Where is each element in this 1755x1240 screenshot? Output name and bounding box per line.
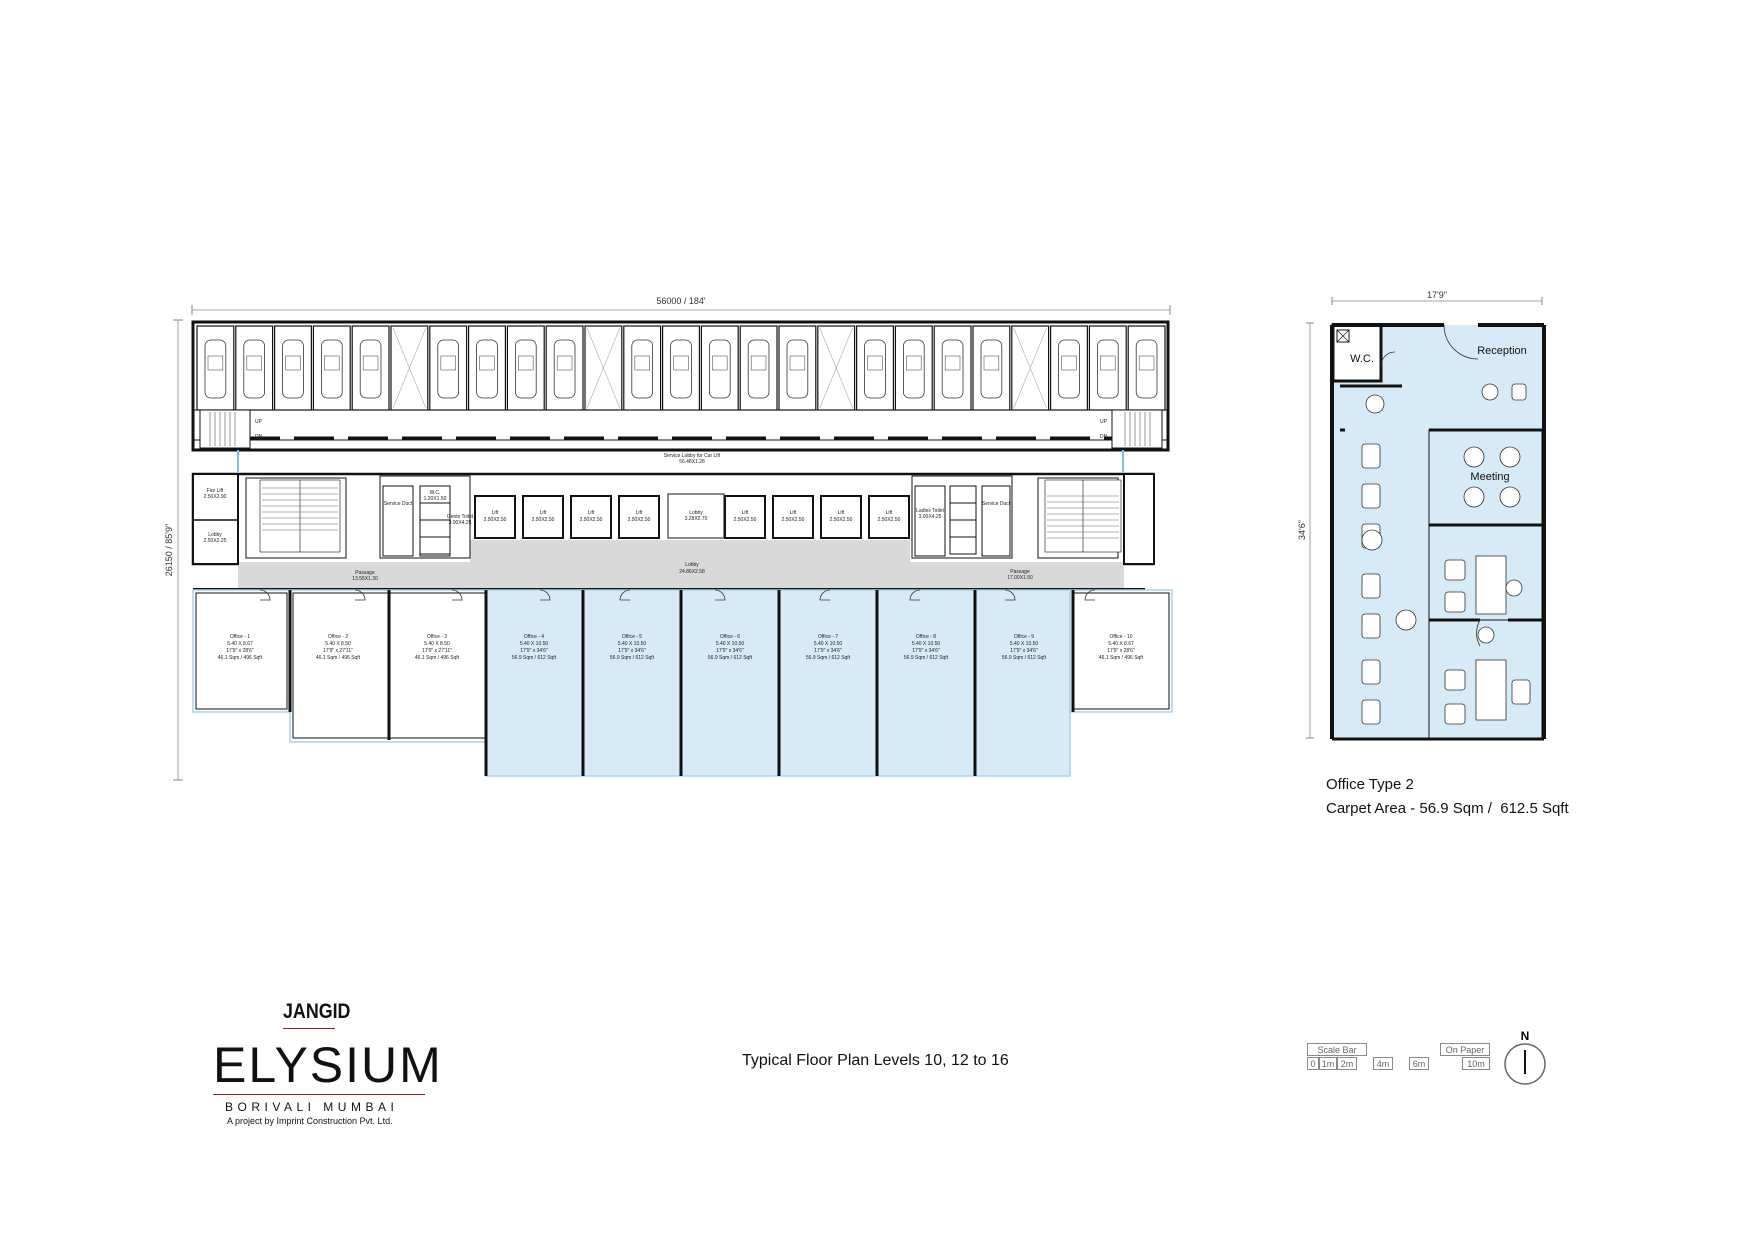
lift-dim: 2.50X2.50 (531, 517, 555, 523)
wc-dim: 1.20X1.50 (423, 496, 447, 502)
office-2-area: 46.1 Sqm / 496 Sqft (315, 655, 361, 661)
lift-dim: 2.50X2.50 (781, 517, 805, 523)
office-10-dim: 5.40 X 8.67 (1108, 641, 1134, 647)
unit-width-dim: 17'9" (1427, 290, 1447, 300)
lift-label: Lift (789, 510, 797, 516)
lift-label: Lift (587, 510, 595, 516)
core-stair-right (1045, 480, 1121, 552)
scale-tick: 10m (1462, 1057, 1490, 1070)
scale-bar (1307, 1043, 1492, 1079)
ladies-toilet-dim: 3.00X4.25 (918, 514, 942, 520)
lift-dim: 2.50X2.50 (877, 517, 901, 523)
office-7-name: Office - 7 (817, 634, 839, 640)
passage-right-label: Passage (1010, 569, 1030, 575)
lift-dim: 2.50X2.50 (733, 517, 757, 523)
service-duct-right-label: Service Duct (981, 501, 1011, 507)
office-4-dim: 5.40 X 10.50 (519, 641, 549, 647)
scale-on-paper-label: On Paper (1440, 1043, 1490, 1056)
up-label-left: UP (255, 419, 262, 425)
gents-toilet-dim: 3.00X4.25 (448, 520, 472, 526)
overall-width-dimension (192, 296, 1170, 315)
dn-label-right: DN (1100, 434, 1108, 440)
room-reception-label: Reception (1477, 345, 1527, 357)
office-2-dim: 5.40 X 8.50 (325, 641, 351, 647)
overall-height-dimension (164, 320, 183, 780)
office-6-imperial: 17'9" x 34'6" (716, 648, 744, 654)
office-9-imperial: 17'9" x 34'6" (1010, 648, 1038, 654)
office-5-name: Office - 5 (621, 634, 643, 640)
scale-bar-label: Scale Bar (1307, 1043, 1367, 1056)
lobby-small-label: Lobby (689, 510, 703, 516)
project-tagline: A project by Imprint Construction Pvt. Ltd. (227, 1116, 393, 1126)
office-3-area: 46.1 Sqm / 496 Sqft (414, 655, 460, 661)
room-meeting-label: Meeting (1470, 471, 1510, 483)
service-lobby-label-1: Service Lobby for Car Lift (663, 453, 721, 459)
ladies-toilet-label: Ladies Toilet (916, 508, 944, 514)
office-3-imperial: 17'9" x 27'11" (422, 648, 452, 654)
office-10-name: Office - 10 (1109, 634, 1133, 640)
office-6-name: Office - 6 (719, 634, 741, 640)
lift-lobby-small (668, 494, 724, 538)
logo-rule-bottom (213, 1094, 425, 1095)
office-10-imperial: 17'9" x 28'6" (1107, 648, 1135, 654)
scale-tick: 6m (1409, 1057, 1429, 1070)
scale-tick: 0 (1307, 1057, 1319, 1070)
office-8-name: Office - 8 (915, 634, 937, 640)
office-1-name: Office - 1 (229, 634, 251, 640)
scale-tick: 2m (1337, 1057, 1357, 1070)
office-8-area: 56.9 Sqm / 612 Sqft (903, 655, 949, 661)
lift-label: Lift (885, 510, 893, 516)
office-type-label: Office Type 2 (1326, 776, 1414, 793)
dn-label-left: DN (255, 434, 263, 440)
office-2-name: Office - 2 (327, 634, 349, 640)
room-wc-label: W.C. (1350, 353, 1374, 365)
office-4-imperial: 17'9" x 34'6" (520, 648, 548, 654)
office-4-name: Office - 4 (523, 634, 545, 640)
north-label: N (1520, 1029, 1530, 1043)
office-10-area: 46.1 Sqm / 496 Sqft (1098, 655, 1144, 661)
project-logo (205, 1000, 443, 1130)
office-8-imperial: 17'9" x 34'6" (912, 648, 940, 654)
passage-left-label: Passage (355, 570, 375, 576)
unit-plan (1297, 290, 1544, 739)
lift-label: Lift (491, 510, 499, 516)
project-location: BORIVALI MUMBAI (225, 1100, 399, 1114)
office-9-dim: 5.40 X 10.50 (1009, 641, 1039, 647)
office-9-area: 56.9 Sqm / 612 Sqft (1001, 655, 1047, 661)
north-arrow (1505, 1029, 1545, 1084)
office-9-name: Office - 9 (1013, 634, 1035, 640)
office-6-area: 56.9 Sqm / 612 Sqft (707, 655, 753, 661)
office-7-dim: 5.40 X 10.50 (813, 641, 843, 647)
office-1-imperial: 17'9" x 28'6" (226, 648, 254, 654)
office-8-dim: 5.40 X 10.50 (911, 641, 941, 647)
passage-right-dim: 17.00X1.50 (1007, 575, 1033, 581)
passage-left-dim: 13.55X1.30 (352, 576, 378, 582)
office-3-name: Office - 3 (426, 634, 448, 640)
overall-height-label: 26150 / 85'9" (164, 523, 174, 577)
lift-label: Lift (635, 510, 643, 516)
service-lobby-dim-1: 56.48X1.28 (679, 459, 705, 465)
toilet-block-right (915, 486, 1011, 556)
lift-label: Lift (539, 510, 547, 516)
lift-dim: 2.50X2.50 (627, 517, 651, 523)
core-stair-left (260, 480, 340, 552)
office-5-dim: 5.40 X 10.50 (617, 641, 647, 647)
plan-title: Typical Floor Plan Levels 10, 12 to 16 (742, 1052, 1009, 1069)
scale-tick: 1m (1319, 1057, 1337, 1070)
logo-rule-top (283, 1028, 335, 1029)
brand-name: JANGID (283, 1000, 351, 1023)
lift-dim: 2.50X2.50 (829, 517, 853, 523)
lift-dim: 2.50X2.50 (579, 517, 603, 523)
project-name: ELYSIUM (213, 1037, 443, 1093)
service-duct-left-label: Service Duct (383, 501, 413, 507)
wc-label: W.C. (429, 490, 441, 496)
lobby-center-dim: 24.86X2.58 (679, 569, 705, 575)
office-6-dim: 5.40 X 10.50 (715, 641, 745, 647)
gents-toilet-label: Gents Toilet (446, 514, 474, 520)
office-1-dim: 5.40 X 8.67 (227, 641, 253, 647)
office-1-area: 46.1 Sqm / 496 Sqft (217, 655, 263, 661)
lift-label: Lift (741, 510, 749, 516)
scale-tick: 4m (1373, 1057, 1393, 1070)
office-5-area: 56.9 Sqm / 612 Sqft (609, 655, 655, 661)
carpet-area-label: Carpet Area - 56.9 Sqm / 612.5 Sqft (1326, 800, 1569, 817)
office-4-area: 56.9 Sqm / 612 Sqft (511, 655, 557, 661)
lift-dim: 2.50X2.50 (483, 517, 507, 523)
lobby-left-label: Lobby (208, 532, 222, 538)
office-2-imperial: 17'9" x 27'11" (323, 648, 353, 654)
fire-lift-label: Fire Lift (206, 488, 224, 494)
fire-lift-dim: 2.50X2.90 (203, 494, 227, 500)
lobby-small-dim: 3.28X2.70 (684, 516, 708, 522)
lift-label: Lift (837, 510, 845, 516)
office-5-imperial: 17'9" x 34'6" (618, 648, 646, 654)
overall-width-label: 56000 / 184' (656, 296, 706, 306)
up-label-right: UP (1100, 419, 1107, 425)
office-7-area: 56.9 Sqm / 612 Sqft (805, 655, 851, 661)
office-3-dim: 5.40 X 8.50 (424, 641, 450, 647)
unit-height-dim: 34'6" (1297, 520, 1307, 540)
lobby-left-dim: 2.50X2.25 (203, 538, 227, 544)
office-7-imperial: 17'9" x 34'6" (814, 648, 842, 654)
lobby-center-label: Lobby (685, 562, 699, 568)
car-parking-strip (193, 322, 1168, 450)
